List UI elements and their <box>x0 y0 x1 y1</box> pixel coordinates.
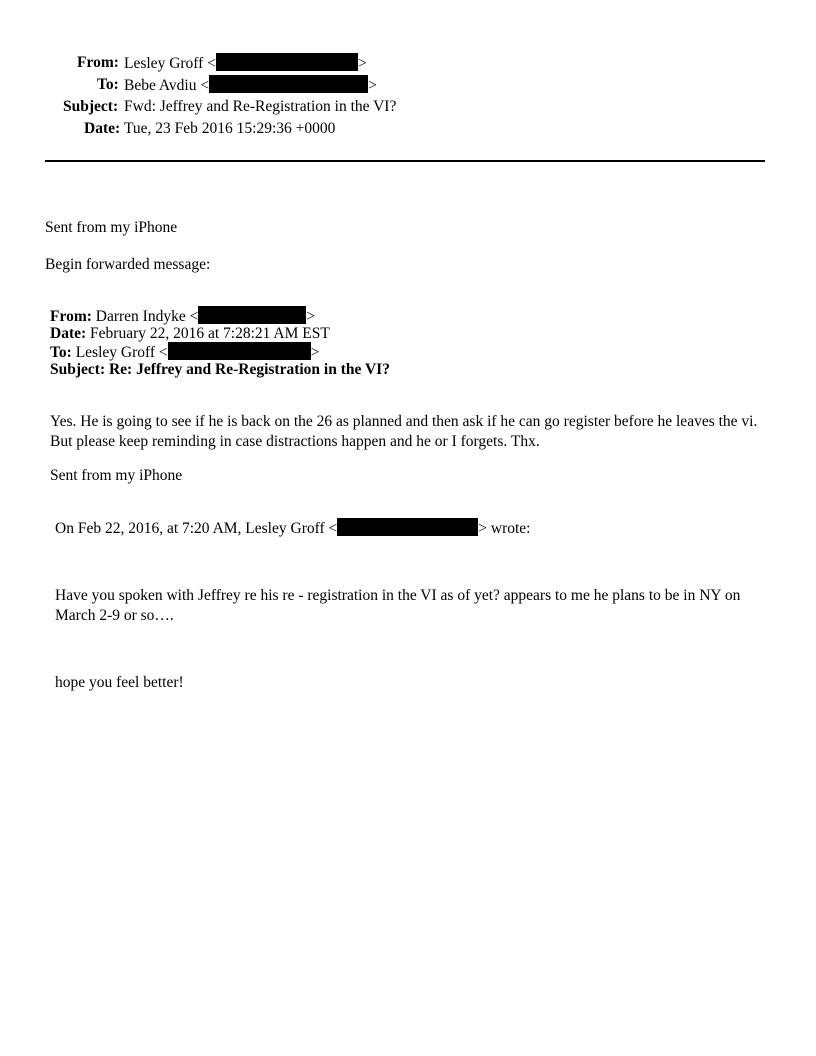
redaction-bar <box>198 306 306 324</box>
quoted-closing: hope you feel better! <box>55 674 184 691</box>
forwarded-from-label: From: <box>50 308 92 325</box>
header-date-row <box>0 119 400 139</box>
quoted-intro <box>55 518 530 539</box>
redaction-bar <box>168 342 311 360</box>
quoted-intro-suffix: > wrote: <box>478 520 531 537</box>
quoted-message: Have you spoken with Jeffrey re his re - registration in the VI as of yet? appears to me he plans to be in NY on March 2-9 or so…. <box>55 587 741 624</box>
header-subject-row <box>0 97 400 117</box>
begin-forwarded-line: Begin forwarded message: <box>45 256 211 273</box>
header-to-suffix: > <box>368 77 377 94</box>
header-subject-label: Subject: <box>63 98 119 115</box>
forwarded-from-name: Darren Indyke < <box>95 308 199 325</box>
forwarded-date-row <box>50 324 330 344</box>
header-date-value: Tue, 23 Feb 2016 15:29:36 +0000 <box>124 120 336 137</box>
header-date-label: Date: <box>84 120 121 137</box>
forwarded-date-value: February 22, 2016 at 7:28:21 AM EST <box>90 325 330 342</box>
forwarded-subject-label: Subject: <box>50 361 106 378</box>
forwarded-from-suffix: > <box>306 308 316 325</box>
sent-from-line: Sent from my iPhone <box>45 219 178 236</box>
forwarded-to-suffix: > <box>310 344 320 361</box>
quoted-intro-prefix: On Feb 22, 2016, at 7:20 AM, Lesley Groff < <box>55 520 338 537</box>
forwarded-date-label: Date: <box>50 325 87 342</box>
forwarded-to-name: Lesley Groff < <box>75 344 168 361</box>
forwarded-subject-value: Re: Jeffrey and Re-Registration in the VI? <box>108 361 390 378</box>
header-from-row <box>0 53 400 73</box>
redaction-bar <box>209 75 368 93</box>
header-subject-value: Fwd: Jeffrey and Re-Registration in the VI? <box>124 98 397 115</box>
header-from-suffix: > <box>357 55 367 72</box>
forwarded-subject-row <box>50 360 390 380</box>
forwarded-to-label: To: <box>50 344 72 361</box>
header-to-label: To: <box>97 76 119 93</box>
header-to-value <box>124 75 377 96</box>
header-to-name: Bebe Avdiu < <box>124 77 210 94</box>
header-divider <box>45 160 765 162</box>
header-from-label: From: <box>77 54 119 71</box>
forwarded-message: Yes. He is going to see if he is back on the 26 as planned and then ask if he can go register before he leaves the vi. But please keep reminding in case distractions happen and he or I forgets. Thx. <box>50 413 758 450</box>
header-from-name: Lesley Groff < <box>124 55 216 72</box>
redaction-bar <box>216 53 358 71</box>
redaction-bar <box>337 518 478 536</box>
forwarded-sent-from: Sent from my iPhone <box>50 467 183 484</box>
header-from-value <box>124 53 367 74</box>
header-to-row <box>0 75 400 95</box>
